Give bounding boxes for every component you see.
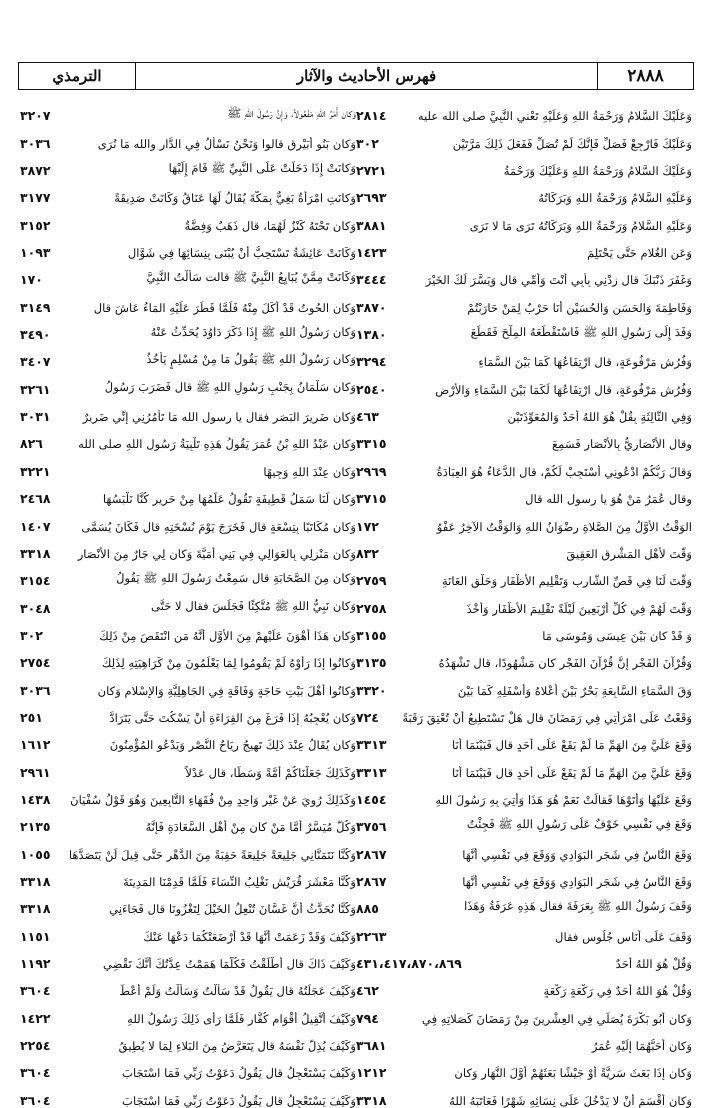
index-entry	[20, 534, 356, 561]
hadith-number: ٣١٥٢	[20, 217, 51, 233]
hadith-number: ٣٣١٣	[356, 764, 387, 780]
entry-text: وَعَلَيْكَ السَّلامُ وَرَحْمَةُ اللهِ وَعَلَيْهِ تَعْني النَّبِيَّ صلى الله عليه	[417, 109, 692, 124]
index-entry	[356, 670, 692, 697]
hadith-number: ٤٣١،٤١٧،٨٧٠،٨٦٩	[356, 956, 462, 971]
hadith-number: ٢٧٥٩	[356, 573, 387, 589]
entry-text: وَكانَتْ إِذَا دَخَلَتْ عَلَى النَّبِيِّ ﷺ قَامَ إِلَيْهَا	[168, 161, 356, 176]
hadith-number: ٣٣١٣	[356, 737, 387, 753]
entry-text: وَكان تَحْتَهُ كَنْزٌ لَهُمَا، قال ذَهَبٌ وَفِضَّةٌ	[184, 218, 356, 233]
hadith-number: ٣٦٨١	[356, 1038, 387, 1054]
hadith-number: ٣٢٦١	[20, 381, 51, 397]
index-entry	[20, 151, 356, 178]
entry-text: وَقَّتَ لَهُمْ فِي كُلِّ أَرْبَعِينَ لَيْلَةً تَقْلِيمَ الأَظْفَارِ وَأَخْذَ	[466, 601, 692, 616]
index-entry	[356, 752, 692, 779]
entry-text: وَقَفَ رَسُولُ اللهِ ﷺ بِعَرَفَةَ فقال هَذِهِ عَرَفَةُ وَهَذَا	[464, 899, 692, 914]
entry-text: وَقُرْآنَ الفَجْرِ إِنَّ قُرْآنَ الفَجْرِ كان مَشْهُودًا، قال تَشْهَدُهُ	[438, 656, 692, 671]
index-entry	[356, 780, 692, 807]
entry-text: وَفُرُشٍ مَرْفُوعَةٍ، قال ارْتِفَاعُهَا كَمَا بَيْنَ السَّمَاءِ	[478, 355, 692, 370]
index-entry	[20, 479, 356, 506]
hadith-number: ٢٨٦٧	[356, 873, 387, 889]
index-entry	[356, 698, 692, 725]
hadith-number: ٣١٥٤	[20, 573, 51, 589]
index-entry	[356, 616, 692, 643]
index-entry	[356, 424, 692, 451]
entry-text: وَكان يُقَالُ عِنْدَ ذَلِكَ تَهِيجُ رِيَاحُ النَّصْرِ وَيَدْعُو المُؤْمِنُونَ	[109, 738, 356, 753]
entry-text: وَعَلَيْكَ السَّلامُ وَرَحْمَةُ اللهِ وَعَلَيْكَ وَرَحْمَةُ	[503, 164, 692, 179]
hadith-number: ١٧٠	[20, 272, 43, 288]
index-entry	[20, 643, 356, 670]
entry-text: وَكان هَذَا أَهْوَنَ عَلَيْهِمْ مِنَ الأَوَّلِ أَنَّهُ مَنِ انْتَقَصَ مِنْ ذَلِكَ	[99, 628, 356, 643]
entry-text: وَكان أَقْسَمَ أَنْ لا يَدْخُلَ عَلَى نِسَائِهِ شَهْرًا فَعَاتَبَهُ اللهُ	[449, 1093, 692, 1108]
entry-text: وَكَيْفَ يُذِلُّ نَفْسَهُ قال يَتَعَرَّضُ مِنَ البَلاءِ لِمَا لا يُطِيقُ	[118, 1039, 356, 1054]
entry-text: وَكان مَنْزِلِي بِالعَوَالِي فِي بَنِي أُمَيَّةَ وَكان لِي جَارٌ مِنَ الأَنْصَارِ	[77, 546, 356, 561]
hadith-number: ٣٨٧٠	[356, 299, 387, 315]
hadith-number: ١١٥١	[20, 928, 51, 944]
entry-text: وَكان يُعْجِبُهُ إِذَا فَرَغَ مِنَ القِرَاءَةِ أَنْ يَسْكُتَ حَتَّى يَتَرَادَّ	[109, 710, 356, 725]
index-entry	[20, 1026, 356, 1053]
entry-text: وَفِي الثَّالِثَةِ بِقُلْ هُوَ اللهُ أَحَدٌ وَالمُعَوِّذَتَيْنِ	[507, 410, 692, 425]
hadith-number: ٣٦٠٤	[20, 1065, 51, 1081]
entry-text: وَعَنِ الغُلامِ حَتَّى يَحْتَلِمَ	[587, 246, 692, 261]
hadith-number: ٨٨٥	[356, 901, 379, 917]
entry-text: وَكَذَلِكَ جَعَلْنَاكُمْ أُمَّةً وَسَطًا، قال عَدْلاً	[185, 765, 356, 780]
index-entry	[356, 260, 692, 287]
index-entry	[20, 780, 356, 807]
entry-text: وَقَ السَّمَاءِ السَّابِعَةِ بَحْرٌ بَيْنَ أَعْلاهُ وَأَسْفَلِهِ كَمَا بَيْنَ	[457, 683, 692, 698]
entry-text: وَكَيْفَ عَجَلَتُهُ قال يَقُولُ قَدْ سَأَلْتُ وَسَأَلْتُ وَلَمْ أُعْطَ	[119, 984, 356, 999]
index-entry	[20, 1053, 356, 1080]
hadith-number: ١٠٥٥	[20, 846, 51, 862]
hadith-number: ٢٦٩٣	[356, 190, 387, 206]
entry-text: وَكُنَّا مَعْشَرَ قُرَيْشٍ نَغْلِبُ النِّسَاءَ فَلَمَّا قَدِمْنَا المَدِينَةَ	[122, 874, 356, 889]
entry-text: وَ قَدْ كان بَيْنَ عِيسَى وَمُوسَى مَا	[542, 628, 692, 643]
hadith-number: ٧٢٤	[356, 709, 379, 725]
index-entry	[356, 534, 692, 561]
entry-text: وَكان ضَرِيرَ البَصَرِ فقال يا رسول الله مَا تَأْمُرُنِي إِنِّي ضَرِيرٌ	[82, 410, 356, 425]
index-entry	[356, 725, 692, 752]
entry-text: وَكان سَلْمَانُ بِجَنْبِ رَسُولِ اللهِ ﷺ قال فَضَرَبَ رَسُولُ	[104, 379, 356, 394]
entry-text: الوَقْتُ الأَوَّلُ مِنَ الصَّلاةِ رِضْوَانُ اللهِ وَالوَقْتُ الآخِرُ عَفْوُ	[436, 519, 692, 534]
page-title: فهرس الأحاديث والآثار	[135, 63, 597, 89]
entry-text: وَكان مُكَاتَبًا بِتِسْعَةٍ قال فَخَرَجَ يَوْمَ نُسْخَتِهِ قال فَكَانَ يُسَمَّى	[81, 519, 356, 534]
hadith-number: ٢٧٥٨	[356, 600, 387, 616]
index-entry	[356, 971, 692, 998]
entry-text: وَكان أَحَبُّهُمَا إِلَيْهِ عُمَرُ	[591, 1039, 692, 1054]
index-entry	[20, 862, 356, 889]
entry-text: وَقُلْ هُوَ اللهُ أَحَدٌ	[615, 957, 692, 971]
index-entry	[20, 670, 356, 697]
entry-text: وَكُنَّا نُحَدَّثُ أَنَّ غَسَّانَ تُنْعِلُ الخَيْلَ لِتَغْزُونَا قال فَجَاءَنِي	[109, 902, 356, 917]
entry-text: وَقَعَ فِي نَفْسِي خَوْفٌ عَلَى رَسُولِ اللهِ ﷺ فَجِئْتُ	[466, 817, 692, 832]
index-entry	[356, 834, 692, 861]
entry-text: وَفُرُشٍ مَرْفُوعَةٍ، قال ارْتِفَاعُهَا لَكَمَا بَيْنَ السَّمَاءِ وَالأَرْضِ	[435, 382, 692, 397]
entry-text: وَقَعَ النَّاسُ فِي شَجَرِ البَوَادِي وَوَقَعَ فِي نَفْسِي أَنَّهَا	[462, 847, 692, 862]
hadith-number: ٢٤٦٨	[20, 491, 51, 507]
index-entry	[356, 1053, 692, 1080]
hadith-number: ١٠٩٣	[20, 245, 51, 261]
index-entry	[356, 588, 692, 615]
index-entry	[356, 315, 692, 342]
entry-text: وَكان الحُوتُ قَدْ أَكَلَ مِنْهُ فَلَمَّا قَطَرَ عَلَيْهِ المَاءُ عَاشَ قال	[93, 300, 356, 315]
index-entry	[356, 342, 692, 369]
hadith-number: ٢٥٤٠	[356, 381, 387, 397]
index-entry	[356, 451, 692, 478]
index-entry	[20, 998, 356, 1025]
index-entry	[20, 944, 356, 971]
index-entry	[356, 233, 692, 260]
entry-text: وَقَّتَ لأَهْلِ المَشْرِقِ العَقِيقَ	[566, 546, 692, 561]
hadith-number: ١٢١٢	[356, 1065, 387, 1081]
right-column	[356, 96, 692, 1108]
entry-text: وَقَعَ عَلَيَّ مِنَ الهَمِّ مَا لَمْ يَقَعْ عَلَى أَحَدٍ قال فَبَيْنَمَا أَنَا	[451, 765, 692, 780]
hadith-number: ٣٤٩٠	[20, 327, 51, 343]
entry-text: وَكُلٌّ مُيَسَّرٌ أَمَّا مَنْ كان مِنْ أَهْلِ السَّعَادَةِ فَإِنَّهُ	[145, 820, 356, 835]
index-entry	[20, 424, 356, 451]
index-entry	[356, 998, 692, 1025]
hadith-number: ٧٩٤	[356, 1010, 379, 1026]
hadith-number: ٣٨٧٢	[20, 163, 51, 179]
entry-text: وَقُلْ هُوَ اللهُ أَحَدٌ فِي رَكْعَةٍ رَكْعَةٍ	[543, 984, 692, 999]
hadith-number: ٤٦٣	[356, 409, 379, 425]
index-entry	[356, 643, 692, 670]
hadith-number: ٣٤٤٤	[356, 272, 387, 288]
index-entry	[356, 944, 692, 971]
hadith-number: ١٤٥٤	[356, 791, 387, 807]
hadith-number: ٣٧٥٦	[356, 819, 387, 835]
hadith-number: ١٤٢٣	[356, 245, 387, 261]
index-entry	[20, 96, 356, 123]
entry-text: وَكَانَتْ عَائِشَةُ تَسْتَحِبُّ أَنْ يُبْنَى بِنِسَائِهَا فِي شَوَّالٍ	[127, 246, 356, 261]
index-entry	[356, 1026, 692, 1053]
hadith-number: ٣١٧٧	[20, 190, 51, 206]
entry-text: وقال الأَنْصَارِيُّ بِالأَنْصَارِ فَسَمِعَ	[551, 437, 692, 452]
hadith-number: ٣٣١٨	[356, 1092, 387, 1108]
index-entry	[20, 725, 356, 752]
index-entry	[356, 96, 692, 123]
entry-text: وَكان بَنُو أُبَيْرِقٍ قالوا وَنَحْنُ نَسْأَلُ فِي الدَّارِ والله مَا نُرَى	[97, 136, 356, 151]
hadith-number: ٢٨١٤	[356, 108, 387, 124]
index-entry	[20, 561, 356, 588]
entry-text: وَكانُوا أَهْلَ بَيْتِ حَاجَةٍ وَفَاقَةٍ فِي الجَاهِلِيَّةِ وَالإِسْلامِ وَكان	[97, 683, 356, 698]
index-entry	[20, 807, 356, 834]
entry-text: وقال عُمَرُ مَنْ هُوَ يا رسول الله قال	[525, 492, 692, 507]
entry-text: وَقَعَ عَلَيَّ مِنَ الهَمِّ مَا لَمْ يَقَعْ عَلَى أَحَدٍ قال فَبَيْنَمَا أَنَا	[451, 738, 692, 753]
hadith-number: ٢٧٢١	[356, 163, 387, 179]
entry-text: وَقَعْتُ عَلَى امْرَأَتِي فِي رَمَضَانَ قال هَلْ تَسْتَطِيعُ أَنْ تُعْتِقَ رَقَبَةً	[402, 710, 692, 725]
entry-text: وَكَيْفَ وَقَدْ زَعَمَتْ أَنَّهَا قَدْ أَرْضَعَتْكُمَا دَعْهَا عَنْكَ	[143, 929, 356, 944]
hadith-number: ٣٢٠٧	[20, 108, 51, 124]
index-entry	[20, 588, 356, 615]
entry-text: وَقَّتَ لَنَا فِي قَصِّ الشَّارِبِ وَتَقْلِيمِ الأَظْفَارِ وَحَلْقِ العَانَةِ	[441, 574, 692, 589]
hadith-number: ١٧٢	[356, 518, 379, 534]
hadith-number: ٣٦٠٤	[20, 1092, 51, 1108]
index-entry	[356, 506, 692, 533]
entry-text: وَكَيْفَ يَسْتَعْجِلُ قال يَقُولُ دَعَوْتُ رَبِّي فَمَا اسْتَجَابَ	[122, 1066, 356, 1081]
hadith-number: ٣٨٨١	[356, 217, 387, 233]
entry-text: وَكَيْفَ أَتَّقِيلُ أَقْوَامٍ كُفَّارٍ فَلَمَّا رَأَى ذَلِكَ رَسُولُ اللهِ	[127, 1011, 356, 1026]
index-entry	[20, 287, 356, 314]
entry-text: وَكان لَنَا سَمَلُ قَطِيفَةٍ تَقُولُ عَلَمُهَا مِنْ حَرِيرٍ كُنَّا نَلْبَسُهَا	[102, 492, 356, 507]
index-entry	[356, 479, 692, 506]
hadith-number: ٣٧١٥	[356, 491, 387, 507]
hadith-number: ٣٣١٨	[20, 545, 51, 561]
index-entry	[356, 151, 692, 178]
index-entry	[356, 916, 692, 943]
hadith-number: ٣٣١٥	[356, 436, 387, 452]
index-entry	[20, 834, 356, 861]
running-header	[18, 62, 694, 90]
hadith-number: ٢٩٦١	[20, 764, 51, 780]
index-entry	[356, 862, 692, 889]
hadith-number: ٢٢٥٤	[20, 1038, 51, 1054]
index-entry	[356, 287, 692, 314]
entry-text: وَفَاطِمَةَ وَالحَسَنِ وَالحُسَيْنِ أَنَا حَرْبٌ لِمَنْ حَارَبْتُمْ	[467, 300, 692, 315]
entry-text: وَكان رَسُولُ اللهِ ﷺ إِذَا ذَكَرَ دَاوُدَ يُحَدِّثُ عَنْهُ	[150, 325, 356, 340]
hadith-number: ٨٣٢	[356, 545, 379, 561]
hadith-number: ٣٠٢	[20, 627, 43, 643]
hadith-number: ١٤٢٢	[20, 1010, 51, 1026]
index-entry	[20, 233, 356, 260]
hadith-number: ٣٠٤٨	[20, 600, 51, 616]
index-entry	[20, 123, 356, 150]
index-entry	[20, 616, 356, 643]
index-entry	[20, 397, 356, 424]
entry-text: وَقَعَ عَلَيْهَا وَأَتَوْهَا فَقالَتْ نَعَمْ هُوَ هَذَا وَأُتِيَ بِهِ رَسُولَ اللهِ	[435, 792, 692, 807]
entry-text: وَقَعَ النَّاسُ فِي شَجَرِ البَوَادِي وَوَقَعَ فِي نَفْسِي أَنَّهَا	[462, 874, 692, 889]
index-entry	[20, 971, 356, 998]
hadith-number: ٢٢٦٣	[356, 928, 387, 944]
entry-text: وَكان عِنْدَ اللهِ وَجِيهًا	[263, 464, 356, 479]
index-entry	[356, 807, 692, 834]
index-entry	[20, 1080, 356, 1107]
hadith-number: ٨٢٦	[20, 436, 43, 452]
entry-text: وَكان نَبِيُّ اللهِ ﷺ مُتَّكِئًا فَجَلَسَ فقال لا حَتَّى	[151, 598, 356, 613]
hadith-number: ٢١٣٥	[20, 819, 51, 835]
hadith-number: ١١٩٢	[20, 956, 51, 971]
hadith-number: ٣١٣٥	[356, 655, 387, 671]
entry-text: وَكَيْفَ ذَاكَ قال أَطْلَقْتُ فَكُلَّمَا هَمَمْتُ عِدَّتُكَ أَنَّكَ تَقْضِي	[102, 957, 356, 971]
entry-text: وَكان إِذَا بَعَثَ سَرِيَّةً أَوْ جَيْشًا بَعَثَهُمْ أَوَّلَ النَّهَارِ وَكان	[454, 1066, 692, 1081]
entry-text: وَكانَتِ امْرَأَةٌ بَغِيٌّ بِمَكَّةَ يُقَالُ لَهَا عَنَاقُ وَكَانَتْ صَدِيقَةً	[114, 191, 356, 206]
hadith-number: ٣٠٢	[356, 135, 379, 151]
index-entry	[356, 561, 692, 588]
index-entry	[356, 1080, 692, 1107]
hadith-number: ٣٠٣٦	[20, 682, 51, 698]
index-entry	[20, 178, 356, 205]
entry-text: وَقالَ رَبُّكُمْ ادْعُونِي أَسْتَجِبْ لَكُمْ، قال الدُّعَاءُ هُوَ العِبَادَةُ	[436, 464, 692, 479]
hadith-number: ١٤٠٧	[20, 518, 51, 534]
entry-text: وَكان مِنَ الصَّحَابَةِ قال سَمِعْتُ رَسُولَ اللهِ ﷺ يَقُولُ	[116, 571, 356, 586]
index-entry	[20, 369, 356, 396]
hadith-number: ٢٧٥٤	[20, 655, 51, 671]
entry-text: وَكان رَسُولُ اللهِ ﷺ يَقُولُ مَا مِنْ مُسْلِمٍ يَأْخُذُ	[146, 352, 356, 367]
entry-text: وَكَيْفَ يَسْتَعْجِلُ قال يَقُولُ دَعَوْتُ رَبِّي فَمَا اسْتَجَابَ	[122, 1093, 356, 1108]
entry-text: وَقَفَ عَلَى أُنَاسٍ جُلُوسٍ فقال	[555, 929, 692, 944]
index-entry	[20, 205, 356, 232]
hadith-number: ٣٠٣٦	[20, 135, 51, 151]
entry-text: وَعَلَيْكَ فَارْجِعْ فَصَلِّ فَإِنَّكَ لَمْ تُصَلِّ فَفَعَلَ ذَلِكَ مَرَّتَيْنِ	[452, 136, 692, 151]
hadith-number: ٢٥١	[20, 709, 43, 725]
hadith-number: ٣١٤٩	[20, 299, 51, 315]
entry-text: وَكَذَلِكَ رُوِيَ عَنْ غَيْرِ وَاحِدٍ مِنْ فُقَهَاءِ التَّابِعِينَ وَهُوَ قَوْلُ سُفْيَانَ	[70, 792, 356, 807]
index-entry	[20, 451, 356, 478]
hadith-number: ٣٣١٨	[20, 901, 51, 917]
entry-text: وَكَانَتْ مِمَّنْ يُبَايِعُ النَّبِيَّ ﷺ قالت سَأَلْتُ النَّبِيَّ	[146, 270, 356, 285]
index-entry	[20, 698, 356, 725]
hadith-number: ١٤٣٨	[20, 791, 51, 807]
index-entry	[20, 342, 356, 369]
book-name: الترمذي	[52, 67, 102, 85]
index-entry	[20, 506, 356, 533]
page-number: ٢٨٨٨	[597, 63, 693, 89]
index-entry	[356, 369, 692, 396]
entry-text: وَكان أَمْرُ اللهِ مَفْعُولاً، وَإِنَّ رَسُولَ اللهِ ﷺ	[227, 106, 356, 121]
hadith-number: ٣٤٠٧	[20, 354, 51, 370]
hadith-number: ٣٢٩٤	[356, 354, 387, 370]
index-entry	[356, 123, 692, 150]
hadith-number: ١٣٨٠	[356, 327, 387, 343]
entry-text: وَكُنَّا نَتَمَنَّانِي جَلِيعَةً جَلِيعَةً حَقِبَةً مِنَ الدَّهْرِ حَتَّى قِيلَ لَنْ يَتَصَدَّهَا	[68, 847, 356, 862]
hadith-number: ٢٩٦٩	[356, 463, 387, 479]
index-entry	[356, 889, 692, 916]
entry-text: وَفَدَ إِلَى رَسُولِ اللهِ ﷺ فَاسْتَقْطَعَهُ المِلْحَ فَقَطَعَ	[470, 325, 692, 340]
entry-text: وَكان أَبُو بَكْرَةَ يُصَلِّي فِي العِشْرِينَ مِنْ رَمَضَانَ كَصَلاتِهِ فِي	[421, 1011, 692, 1026]
hadith-number: ٣٠٣١	[20, 409, 51, 425]
index-entry	[356, 178, 692, 205]
index-entry	[20, 260, 356, 287]
index-entry	[20, 752, 356, 779]
entry-text: وَعَلَيْهِ السَّلامُ وَرَحْمَةُ اللهِ وَبَرَكَاتُهُ	[538, 191, 692, 206]
hadith-number: ٣٦٠٤	[20, 983, 51, 999]
entry-text: وَعَلَيْهِ السَّلامُ وَرَحْمَةُ اللهِ وَبَرَكَاتُهُ تَرَى مَا لا نَرَى	[469, 218, 692, 233]
entry-text: وَغَفَرَ ذَنْبَكَ قال زِدْنِي بِأَبِي أَنْتَ وَأُمِّي قال وَيَسَّرَ لَكَ الخَيْرَ	[425, 273, 692, 288]
entry-text: وَكانُوا إِذَا رَأَوْهُ لَمْ يَقُومُوا لِمَا يَعْلَمُونَ مِنْ كَرَاهِيَتِهِ لِذَلِكَ	[101, 656, 356, 671]
entry-text: وَكان عَبْدُ اللهِ بْنُ عُمَرَ يَقُولُ هَذِهِ تَلْبِيَةُ رَسُولِ اللهِ صلى الله	[78, 437, 356, 452]
hadith-number: ٣٢٢١	[20, 463, 51, 479]
hadith-number: ٣٣١٨	[20, 873, 51, 889]
hadith-number: ١٦١٢	[20, 737, 51, 753]
hadith-number: ٢٨٦٧	[356, 846, 387, 862]
hadith-number: ٣١٥٥	[356, 627, 387, 643]
index-entry	[20, 889, 356, 916]
left-column	[20, 96, 356, 1108]
index-entry	[356, 205, 692, 232]
hadith-number: ٤٦٢	[356, 983, 379, 999]
index-entry	[356, 397, 692, 424]
index-entry	[20, 315, 356, 342]
index-entry	[20, 916, 356, 943]
hadith-number: ٣٣٢٠	[356, 682, 387, 698]
